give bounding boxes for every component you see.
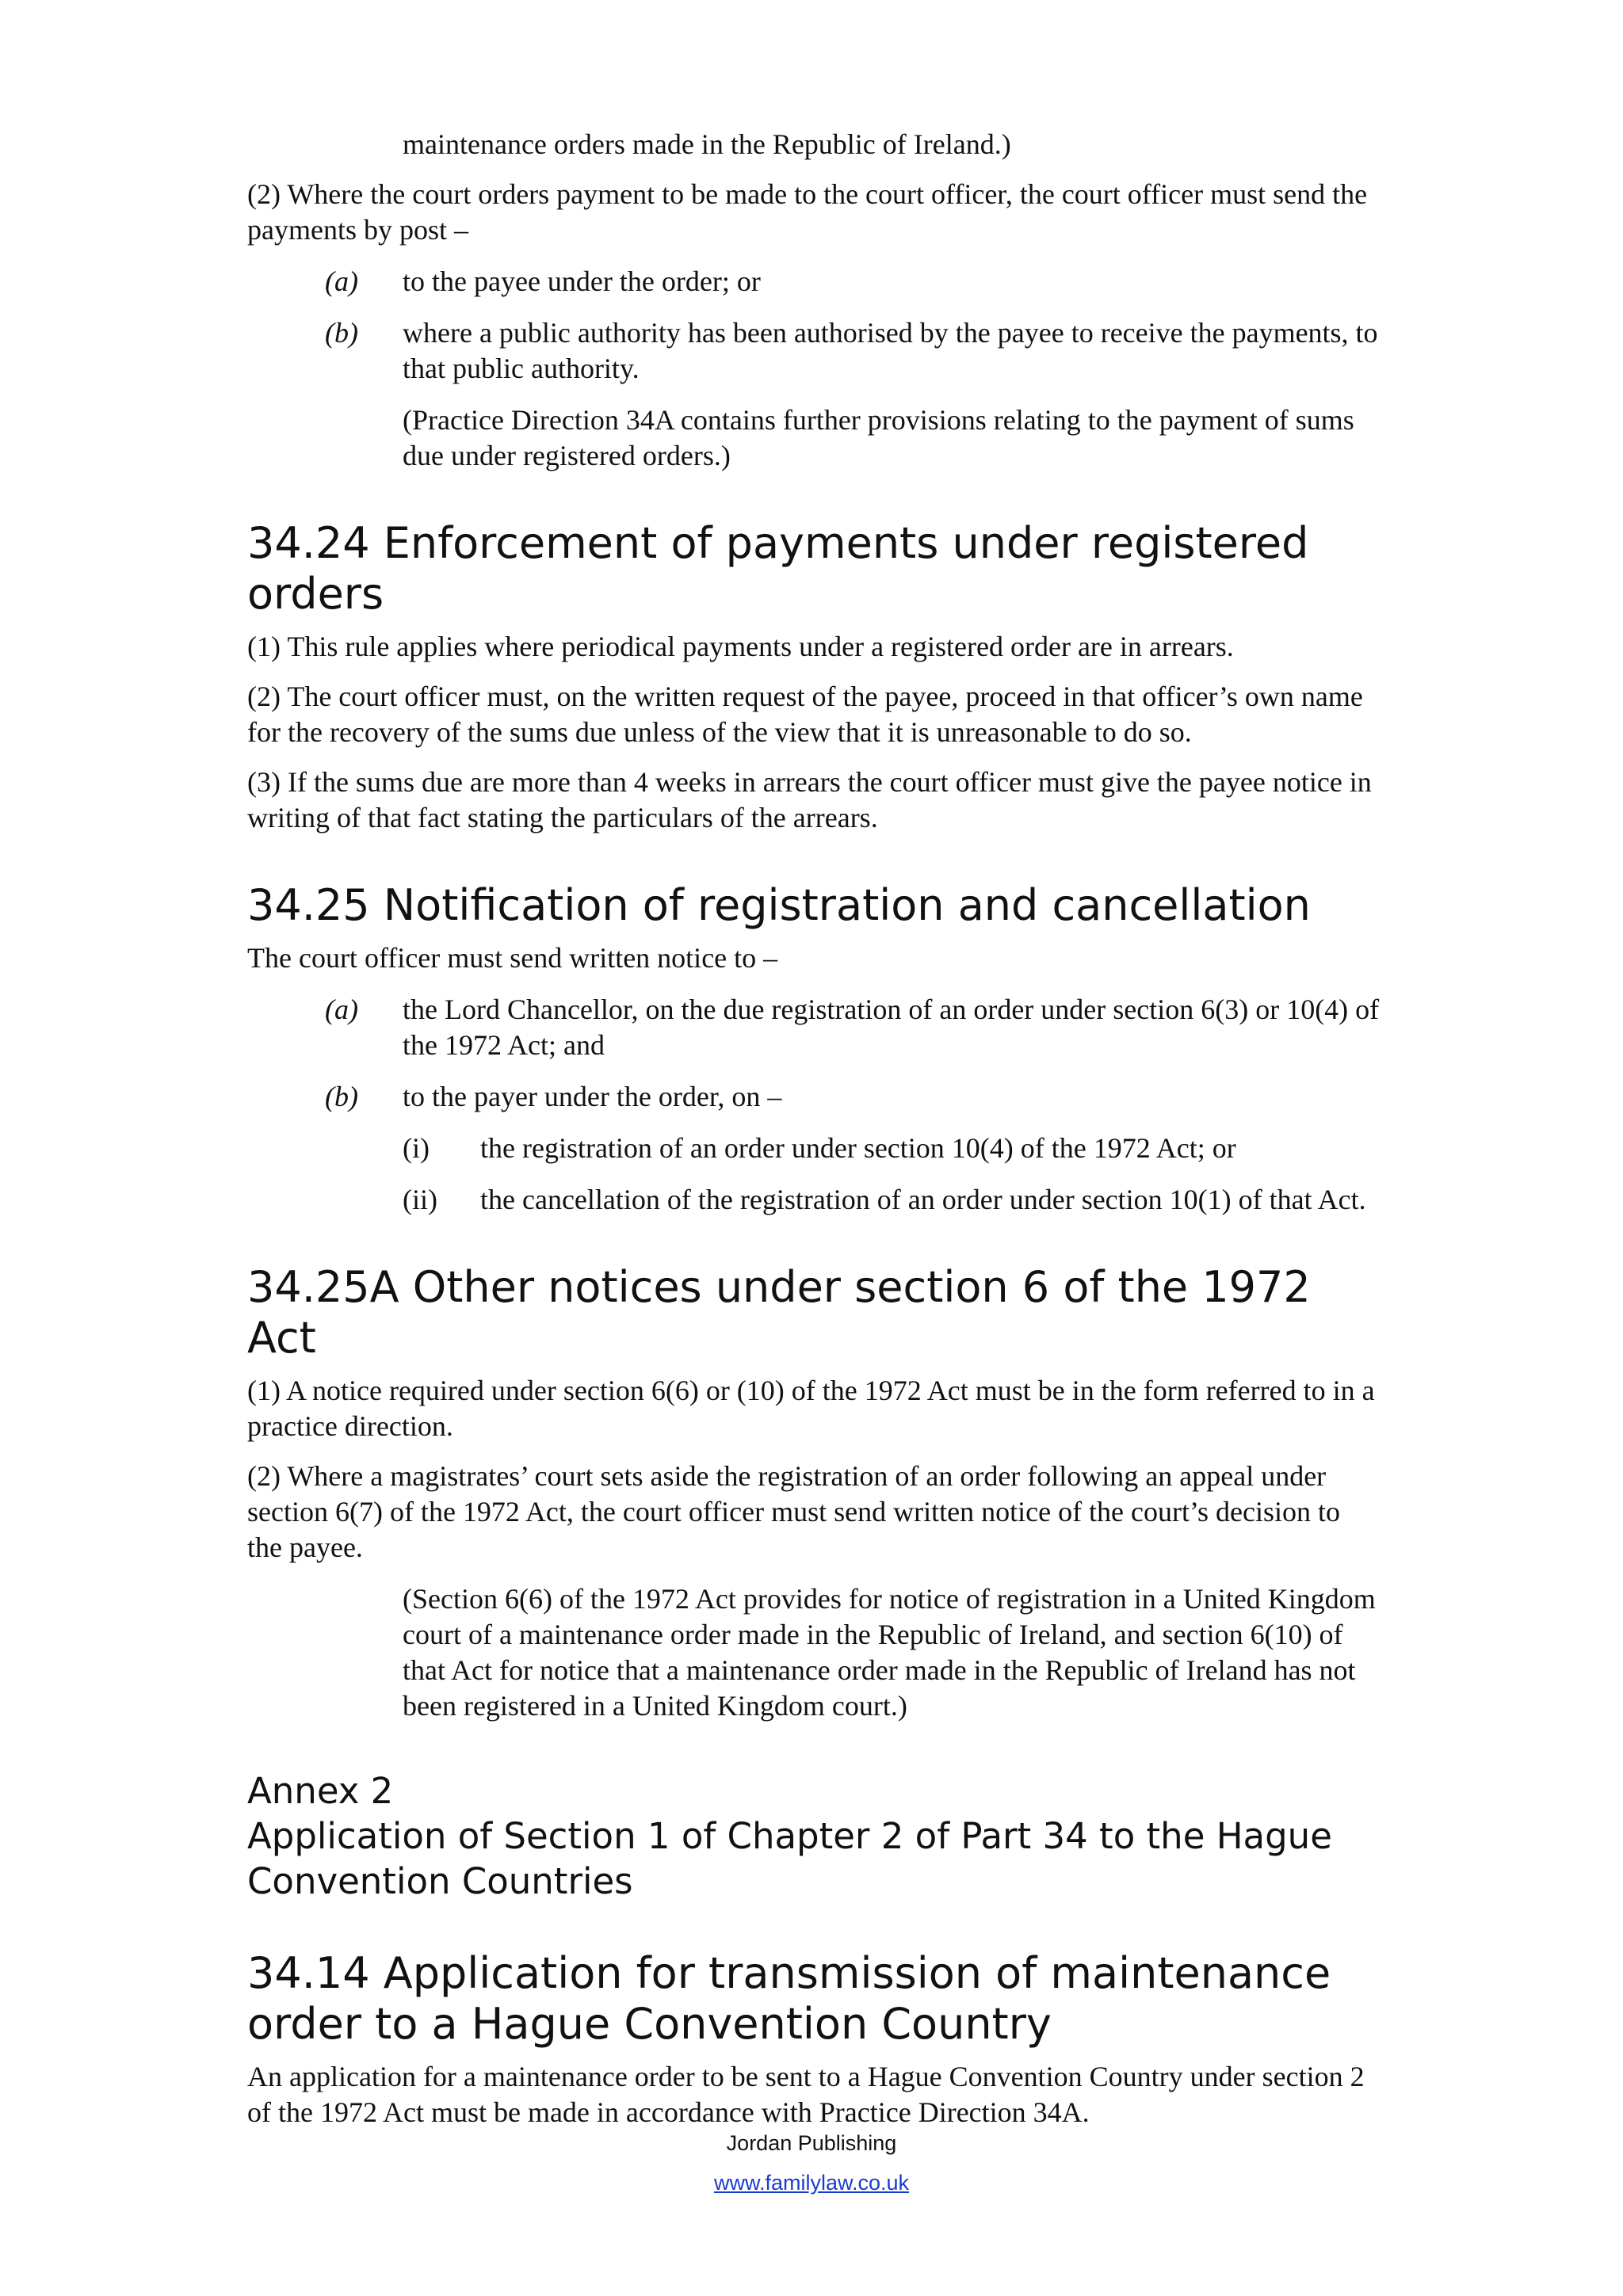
- heading-34-25a: 34.25A Other notices under section 6 of the 1972 Act: [247, 1262, 1311, 1363]
- rule-34-24-3: (3) If the sums due are more than 4 weeks in arrears the court officer must give the payee notice in writing of that fact stating the particulars of the arrears.: [247, 766, 1372, 833]
- annex-title: Annex 2: [247, 1770, 394, 1812]
- document-body: [247, 127, 1381, 2130]
- paragraph-continuation: maintenance orders made in the Republic of Ireland.): [403, 128, 1011, 160]
- rule-34-25a-2: (2) Where a magistrates’ court sets aside the registration of an order following an appeal under section 6(7) of the 1972 Act, the court officer must send written notice of the court’s decision to the payee.: [247, 1460, 1340, 1563]
- list-text-a: the Lord Chancellor, on the due registration of an order under section 6(3) or 10(4) of the 1972 Act; and: [403, 994, 1380, 1061]
- list-label-a: (a): [325, 265, 358, 297]
- list-item-a: [247, 264, 1381, 299]
- sub-list-item-ii: [247, 1182, 1381, 1218]
- list-label-b: (b): [325, 1081, 358, 1112]
- sub-list-text-ii: the cancellation of the registration of an order under section 10(1) of that Act.: [480, 1184, 1366, 1215]
- section-6-note: (Section 6(6) of the 1972 Act provides for notice of registration in a United Kingdom court of a maintenance order made in the Republic of Ireland, and section 6(10) of that Act for notice that a maintenance order made in the Republic of Ireland has not been registered in a United Kingdom court.): [403, 1583, 1376, 1722]
- annex-heading: [247, 1768, 1381, 1904]
- sub-list-item-i: [247, 1131, 1381, 1166]
- footer-publisher: Jordan Publishing: [726, 2131, 897, 2155]
- rule-34-25a-1: (1) A notice required under section 6(6) or (10) of the 1972 Act must be in the form referred to in a practice direction.: [247, 1375, 1375, 1442]
- rule-34-25-intro: The court officer must send written notice to –: [247, 942, 778, 974]
- footer-url-link[interactable]: www.familylaw.co.uk: [713, 2171, 910, 2195]
- rule-34-14: An application for a maintenance order to be sent to a Hague Convention Country under section 2 of the 1972 Act must be made in accordance with Practice Direction 34A.: [247, 2061, 1365, 2128]
- list-item-a: [247, 992, 1381, 1063]
- sub-list-label-i: (i): [403, 1132, 430, 1164]
- list-label-b: (b): [325, 317, 358, 349]
- sub-list-label-ii: (ii): [403, 1184, 437, 1215]
- list-item-b: [247, 315, 1381, 387]
- list-item-b: [247, 1079, 1381, 1115]
- list-label-a: (a): [325, 994, 358, 1025]
- footer-link-wrapper: [0, 2171, 1623, 2195]
- annex-subtitle: Application of Section 1 of Chapter 2 of Part 34 to the Hague Convention Countries: [247, 1815, 1332, 1902]
- list-text-b: where a public authority has been authorised by the payee to receive the payments, to that public authority.: [403, 317, 1378, 384]
- list-text-a: to the payee under the order; or: [403, 265, 761, 297]
- heading-34-24: 34.24 Enforcement of payments under registered orders: [247, 518, 1309, 619]
- heading-34-25: 34.25 Notification of registration and cancellation: [247, 880, 1311, 930]
- practice-direction-note: (Practice Direction 34A contains further provisions relating to the payment of sums due under registered orders.): [403, 404, 1354, 471]
- paragraph-2: (2) Where the court orders payment to be made to the court officer, the court officer must send the payments by post –: [247, 178, 1368, 246]
- rule-34-24-2: (2) The court officer must, on the written request of the payee, proceed in that officer’s own name for the recovery of the sums due unless of the view that it is unreasonable to do so.: [247, 681, 1363, 748]
- sub-list-text-i: the registration of an order under section 10(4) of the 1972 Act; or: [480, 1132, 1236, 1164]
- heading-34-14: 34.14 Application for transmission of maintenance order to a Hague Convention Country: [247, 1948, 1331, 2049]
- list-text-b: to the payer under the order, on –: [403, 1081, 782, 1112]
- rule-34-24-1: (1) This rule applies where periodical payments under a registered order are in arrears.: [247, 631, 1234, 662]
